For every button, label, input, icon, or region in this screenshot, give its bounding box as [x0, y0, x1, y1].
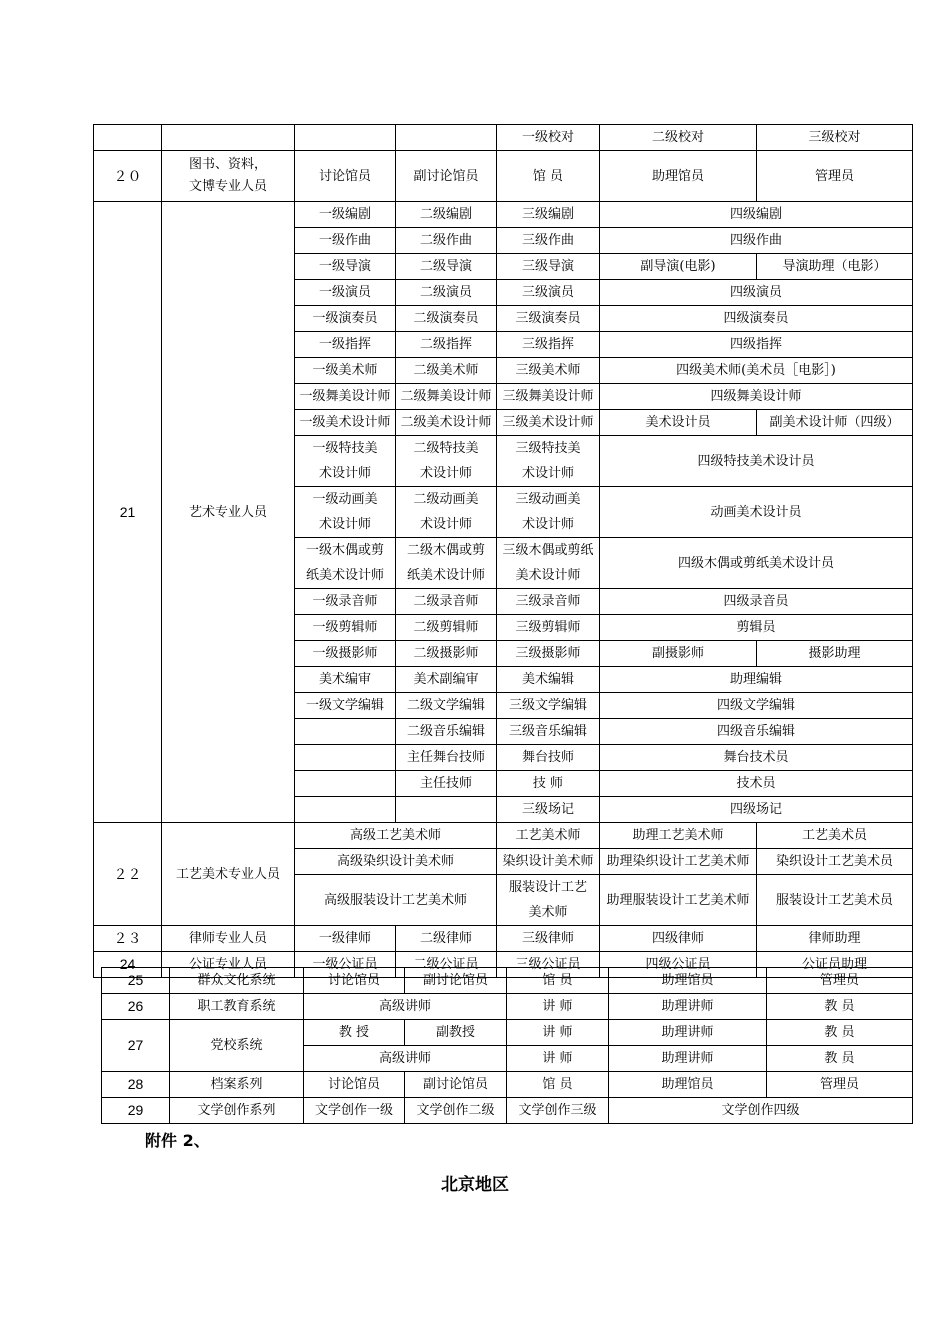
- table-cell: 二级录音师: [396, 589, 497, 615]
- table-cell: 助理馆员: [609, 1072, 767, 1098]
- category-cell: 文学创作系列: [170, 1098, 304, 1124]
- row-number: 26: [102, 994, 170, 1020]
- table-cell: 助理馆员: [609, 968, 767, 994]
- table-cell: 教 授: [304, 1020, 405, 1046]
- table-cell: 一级文学编辑: [295, 693, 396, 719]
- table-row: [94, 823, 913, 849]
- row-number: 24: [94, 952, 162, 978]
- row-number: ２２: [94, 823, 162, 926]
- table-cell: 二级公证员: [396, 952, 497, 978]
- table-cell: 三级律师: [497, 926, 600, 952]
- cell-line: 术设计师: [318, 517, 371, 532]
- table-cell: 三级编剧: [497, 202, 600, 228]
- table-cell: 三级美术设计师: [497, 410, 600, 436]
- table-cell: 副美术设计师（四级）: [757, 410, 913, 436]
- table-row: [102, 1020, 913, 1046]
- table-row: [94, 151, 913, 202]
- table-cell: 助理讲师: [609, 1046, 767, 1072]
- table-cell: 舞台技术员: [600, 745, 913, 771]
- attachment-label: 附件 2、: [145, 1131, 210, 1150]
- table-cell: [295, 797, 396, 823]
- cell-line: 三级动画美: [515, 492, 581, 507]
- table-cell: 一级舞美设计师: [295, 384, 396, 410]
- cell-line: 二级特技美: [413, 441, 479, 456]
- table-cell: 讨论馆员: [295, 151, 396, 202]
- category-cell: 律师专业人员: [162, 926, 295, 952]
- table-cell: 染织设计工艺美术员: [757, 849, 913, 875]
- table-cell: 美术编审: [295, 667, 396, 693]
- table-cell: 一级导演: [295, 254, 396, 280]
- category-cell: [162, 151, 295, 202]
- main-title-table: [93, 124, 913, 978]
- table-cell: 美术副编审: [396, 667, 497, 693]
- table-cell: 管理员: [757, 151, 913, 202]
- cell-line: 术设计师: [521, 466, 574, 481]
- table-cell: 导演助理（电影）: [757, 254, 913, 280]
- cell-line: 服装设计工艺: [508, 880, 587, 895]
- table-cell: 四级场记: [600, 797, 913, 823]
- table-row: [94, 926, 913, 952]
- header-cell: 二级校对: [600, 125, 757, 151]
- table-cell: 二级音乐编辑: [396, 719, 497, 745]
- table-cell: 工艺美术师: [497, 823, 600, 849]
- category-cell: 群众文化系统: [170, 968, 304, 994]
- row-number: ２０: [94, 151, 162, 202]
- table-cell: [295, 538, 396, 589]
- row-number: 21: [94, 202, 162, 823]
- empty-cell: [94, 125, 162, 151]
- table-cell: 教 员: [767, 1020, 913, 1046]
- table-cell: 二级演员: [396, 280, 497, 306]
- cell-line: 美术师: [528, 905, 568, 920]
- table-cell: 工艺美术员: [757, 823, 913, 849]
- table-cell: 技 师: [497, 771, 600, 797]
- table-cell: 高级服装设计工艺美术师: [295, 875, 497, 926]
- table-cell: 四级录音员: [600, 589, 913, 615]
- table-cell: 二级演奏员: [396, 306, 497, 332]
- table-cell: 三级音乐编辑: [497, 719, 600, 745]
- table-cell: 美术编辑: [497, 667, 600, 693]
- table-cell: 三级演奏员: [497, 306, 600, 332]
- row-number: 25: [102, 968, 170, 994]
- table-cell: 主任技师: [396, 771, 497, 797]
- category-line-1: 图书、资料，: [188, 157, 267, 172]
- table-cell: 讲 师: [507, 1046, 609, 1072]
- cell-line: 一级木偶或剪: [305, 543, 384, 558]
- category-cell: 职工教育系统: [170, 994, 304, 1020]
- row-number: 29: [102, 1098, 170, 1124]
- table-row: [94, 125, 913, 151]
- table-cell: 文学创作四级: [609, 1098, 913, 1124]
- table-cell: [396, 487, 497, 538]
- table-cell: 动画美术设计员: [600, 487, 913, 538]
- row-number: ２３: [94, 926, 162, 952]
- table-cell: 四级特技美术设计员: [600, 436, 913, 487]
- category-line-2: 文博专业人员: [188, 179, 267, 194]
- table-cell: 管理员: [767, 1072, 913, 1098]
- table-cell: 副摄影师: [600, 641, 757, 667]
- table-cell: 一级摄影师: [295, 641, 396, 667]
- table-cell: 二级律师: [396, 926, 497, 952]
- table-cell: 摄影助理: [757, 641, 913, 667]
- table-cell: 主任舞台技师: [396, 745, 497, 771]
- table-cell: 律师助理: [757, 926, 913, 952]
- table-cell: 服装设计工艺美术员: [757, 875, 913, 926]
- table-cell: 二级美术设计师: [396, 410, 497, 436]
- table-cell: 高级讲师: [304, 1046, 507, 1072]
- table-cell: 一级录音师: [295, 589, 396, 615]
- table-cell: 高级工艺美术师: [295, 823, 497, 849]
- table-cell: 副教授: [405, 1020, 507, 1046]
- empty-cell: [396, 125, 497, 151]
- cell-line: 术设计师: [419, 517, 472, 532]
- region-title: 北京地区: [441, 1175, 509, 1195]
- table-cell: 馆 员: [507, 968, 609, 994]
- table-cell: 四级编剧: [600, 202, 913, 228]
- table-cell: 副导演(电影): [600, 254, 757, 280]
- table-cell: 剪辑员: [600, 615, 913, 641]
- empty-cell: [295, 125, 396, 151]
- cell-line: 三级特技美: [515, 441, 581, 456]
- cell-line: 二级动画美: [413, 492, 479, 507]
- category-cell: 工艺美术专业人员: [162, 823, 295, 926]
- cell-line: 一级动画美: [312, 492, 378, 507]
- table-cell: 讲 师: [507, 994, 609, 1020]
- table-cell: 教 员: [767, 994, 913, 1020]
- table-row: [94, 202, 913, 228]
- cell-line: 一级特技美: [312, 441, 378, 456]
- cell-line: 术设计师: [318, 466, 371, 481]
- table-cell: 一级演奏员: [295, 306, 396, 332]
- table-cell: 助理讲师: [609, 1020, 767, 1046]
- table-cell: 高级染织设计美术师: [295, 849, 497, 875]
- cell-line: 二级木偶或剪: [406, 543, 485, 558]
- table-cell: 助理编辑: [600, 667, 913, 693]
- table-cell: 副讨论馆员: [396, 151, 497, 202]
- table-cell: 讨论馆员: [304, 1072, 405, 1098]
- table-cell: 一级律师: [295, 926, 396, 952]
- table-cell: 一级美术设计师: [295, 410, 396, 436]
- cell-line: 纸美术设计师: [406, 568, 485, 583]
- table-cell: 三级导演: [497, 254, 600, 280]
- table-row: [102, 968, 913, 994]
- table-cell: 文学创作二级: [405, 1098, 507, 1124]
- table-cell: 三级摄影师: [497, 641, 600, 667]
- table-cell: 四级公证员: [600, 952, 757, 978]
- table-cell: 高级讲师: [304, 994, 507, 1020]
- table-cell: 四级演员: [600, 280, 913, 306]
- table-cell: 三级剪辑师: [497, 615, 600, 641]
- empty-cell: [162, 125, 295, 151]
- category-cell: 档案系列: [170, 1072, 304, 1098]
- table-cell: 染织设计美术师: [497, 849, 600, 875]
- table-row: [102, 1098, 913, 1124]
- header-cell: 一级校对: [497, 125, 600, 151]
- table-cell: 四级美术师(美术员［电影］): [600, 358, 913, 384]
- table-cell: [295, 745, 396, 771]
- cell-line: 纸美术设计师: [305, 568, 384, 583]
- table-cell: 副讨论馆员: [405, 968, 507, 994]
- table-cell: 一级剪辑师: [295, 615, 396, 641]
- table-cell: 馆 员: [497, 151, 600, 202]
- table-cell: 讨论馆员: [304, 968, 405, 994]
- table-cell: 助理染织设计工艺美术师: [600, 849, 757, 875]
- table-cell: 三级录音师: [497, 589, 600, 615]
- table-cell: [497, 875, 600, 926]
- table-cell: 三级舞美设计师: [497, 384, 600, 410]
- table-cell: 二级指挥: [396, 332, 497, 358]
- table-row: [102, 1072, 913, 1098]
- table-cell: 管理员: [767, 968, 913, 994]
- table-cell: 一级演员: [295, 280, 396, 306]
- table-cell: 二级剪辑师: [396, 615, 497, 641]
- table-cell: 二级舞美设计师: [396, 384, 497, 410]
- table-cell: 四级作曲: [600, 228, 913, 254]
- cell-line: 术设计师: [521, 517, 574, 532]
- table-cell: [497, 436, 600, 487]
- table-cell: 助理讲师: [609, 994, 767, 1020]
- table-cell: 技术员: [600, 771, 913, 797]
- table-cell: 二级文学编辑: [396, 693, 497, 719]
- table-cell: 三级作曲: [497, 228, 600, 254]
- table-cell: 三级场记: [497, 797, 600, 823]
- table-cell: 助理服装设计工艺美术师: [600, 875, 757, 926]
- table-cell: 一级作曲: [295, 228, 396, 254]
- table-cell: 馆 员: [507, 1072, 609, 1098]
- table-cell: 舞台技师: [497, 745, 600, 771]
- category-cell: 公证专业人员: [162, 952, 295, 978]
- table-cell: 四级音乐编辑: [600, 719, 913, 745]
- table-cell: [396, 436, 497, 487]
- table-cell: 三级公证员: [497, 952, 600, 978]
- cell-line: 三级木偶或剪纸: [502, 543, 594, 558]
- table-cell: 二级编剧: [396, 202, 497, 228]
- cell-line: 美术设计师: [515, 568, 581, 583]
- category-cell: 艺术专业人员: [162, 202, 295, 823]
- table-cell: 二级作曲: [396, 228, 497, 254]
- table-cell: 四级律师: [600, 926, 757, 952]
- header-cell: 三级校对: [757, 125, 913, 151]
- table-cell: 二级摄影师: [396, 641, 497, 667]
- table-cell: 三级美术师: [497, 358, 600, 384]
- table-cell: [295, 719, 396, 745]
- table-cell: 文学创作三级: [507, 1098, 609, 1124]
- table-cell: 教 员: [767, 1046, 913, 1072]
- table-cell: 讲 师: [507, 1020, 609, 1046]
- table-cell: 一级公证员: [295, 952, 396, 978]
- table-cell: 文学创作一级: [304, 1098, 405, 1124]
- table-cell: [396, 797, 497, 823]
- table-cell: 三级演员: [497, 280, 600, 306]
- table-cell: [497, 538, 600, 589]
- category-cell: 党校系统: [170, 1020, 304, 1072]
- table-cell: 一级指挥: [295, 332, 396, 358]
- table-cell: 三级文学编辑: [497, 693, 600, 719]
- table-cell: 助理馆员: [600, 151, 757, 202]
- table-cell: 一级编剧: [295, 202, 396, 228]
- table-cell: [396, 538, 497, 589]
- table-cell: 公证员助理: [757, 952, 913, 978]
- table-cell: 四级舞美设计师: [600, 384, 913, 410]
- row-number: 28: [102, 1072, 170, 1098]
- table-cell: [497, 487, 600, 538]
- row-number: 27: [102, 1020, 170, 1072]
- table-cell: [295, 436, 396, 487]
- cell-line: 术设计师: [419, 466, 472, 481]
- table-cell: 一级美术师: [295, 358, 396, 384]
- table-cell: 美术设计员: [600, 410, 757, 436]
- table-cell: [295, 771, 396, 797]
- table-cell: 助理工艺美术师: [600, 823, 757, 849]
- table-cell: 四级木偶或剪纸美术设计员: [600, 538, 913, 589]
- table-cell: 四级指挥: [600, 332, 913, 358]
- table-cell: 四级文学编辑: [600, 693, 913, 719]
- sub-title-table: [101, 967, 913, 1124]
- table-cell: 副讨论馆员: [405, 1072, 507, 1098]
- table-cell: 二级导演: [396, 254, 497, 280]
- table-cell: 四级演奏员: [600, 306, 913, 332]
- table-row: [102, 994, 913, 1020]
- table-cell: [295, 487, 396, 538]
- table-cell: 三级指挥: [497, 332, 600, 358]
- table-cell: 二级美术师: [396, 358, 497, 384]
